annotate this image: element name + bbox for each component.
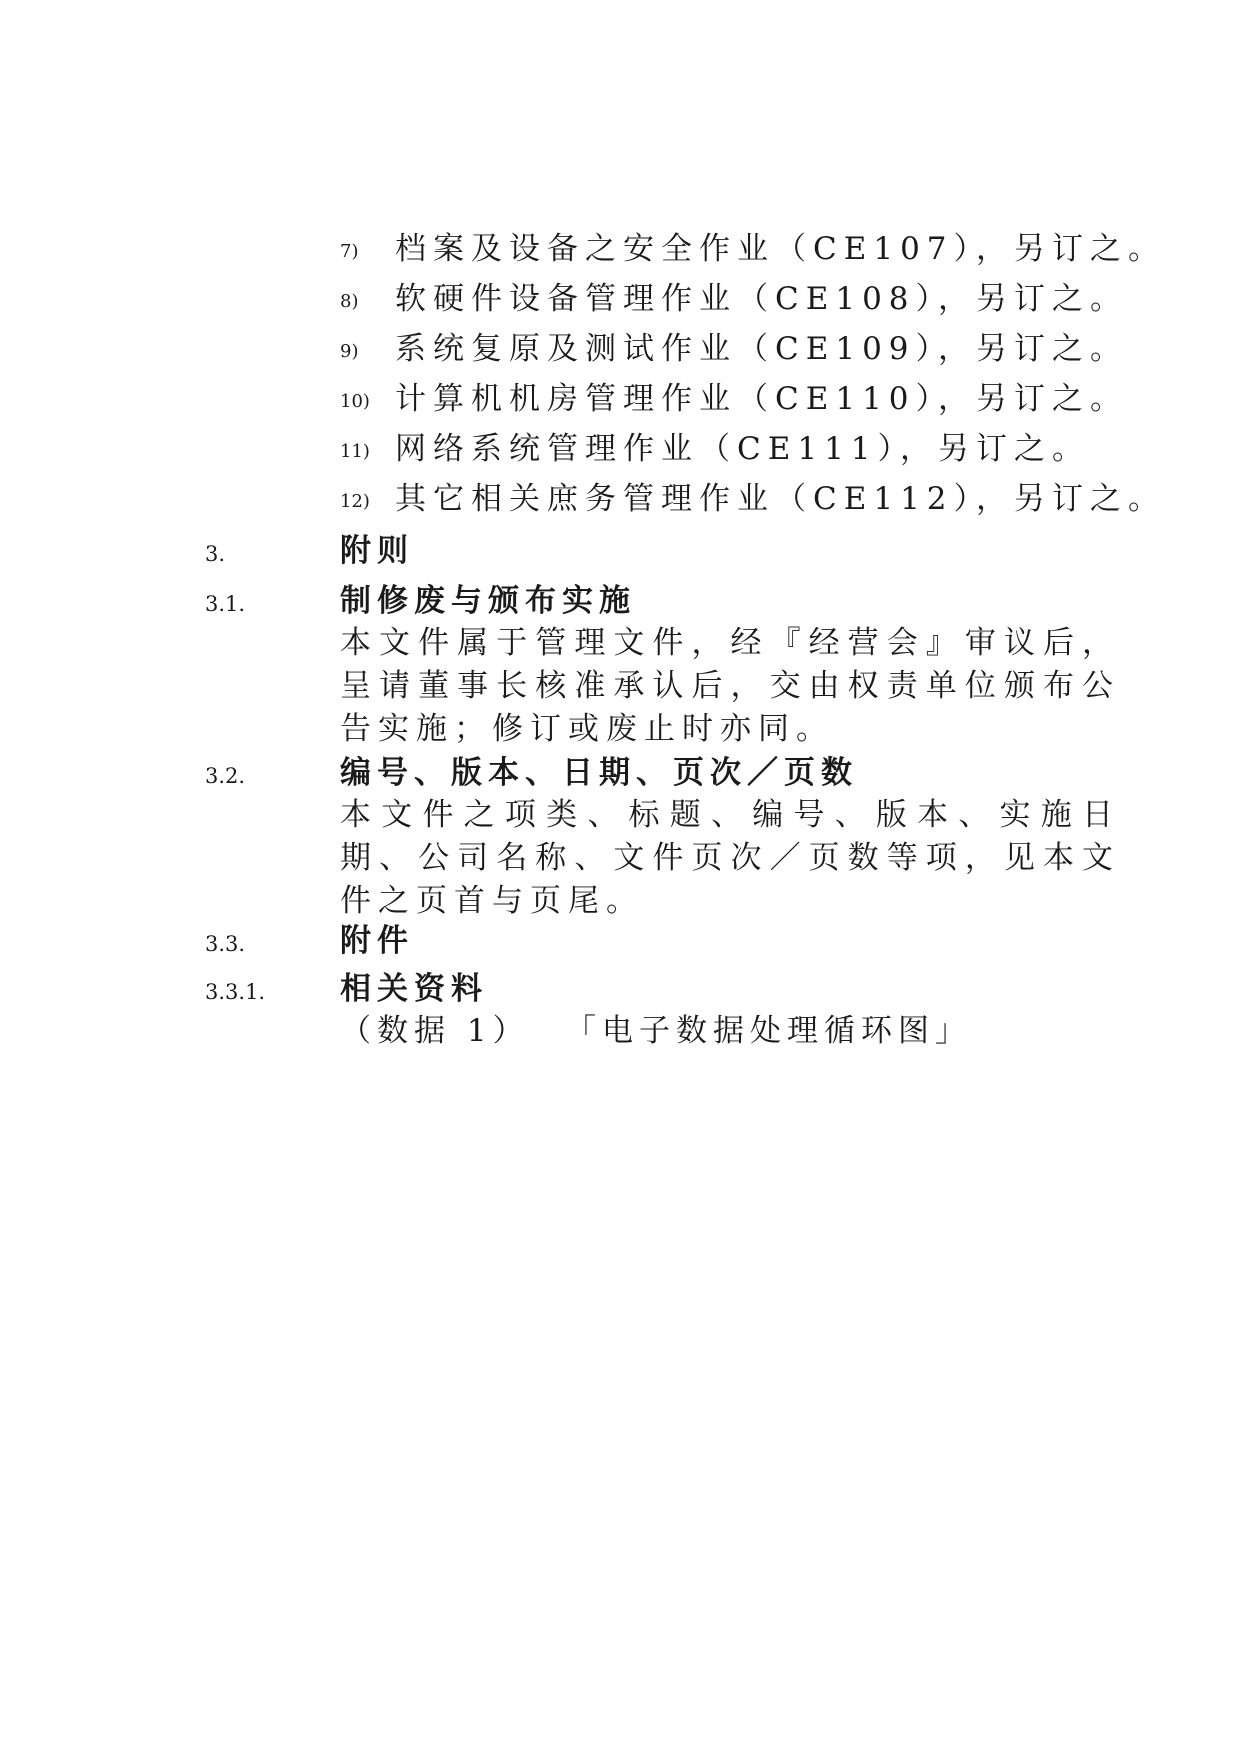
section-number: 3.3.1.: [205, 980, 266, 1004]
section-body-3-1: 本文件属于管理文件，经『经营会』审议后，呈请董事长核准承认后，交由权责单位颁布公告实施；修订或废止时亦同。: [340, 625, 1120, 747]
list-item-number: 7): [340, 241, 359, 262]
section-title: 编号、版本、日期、页次／页数: [340, 755, 858, 791]
list-item-text: 档案及设备之安全作业（CE107），另订之。: [395, 231, 1167, 267]
list-item-text: 计算机机房管理作业（CE110），另订之。: [395, 381, 1129, 417]
section-body-3-2: 本文件之项类、标题、编号、版本、实施日期、公司名称、文件页次／页数等项，见本文件之页首与页尾。: [340, 797, 1120, 919]
list-item-number: 12): [340, 491, 370, 512]
section-title: 制修废与颁布实施: [340, 583, 636, 619]
attachment-reference: （数据 1）: [340, 1013, 530, 1049]
list-item: [340, 228, 1167, 268]
section-heading-3-1: [205, 580, 1105, 620]
list-item-number: 8): [340, 291, 359, 312]
section-heading-3: [205, 530, 1105, 570]
list-item-text: 其它相关庶务管理作业（CE112），另订之。: [395, 481, 1167, 517]
list-item-number: 11): [340, 441, 370, 462]
section-number: 3.2.: [205, 764, 246, 788]
attachment-line: [340, 1010, 1140, 1050]
section-title: 附则: [340, 533, 414, 569]
list-item-number: 9): [340, 341, 359, 362]
list-item-text: 软硬件设备管理作业（CE108），另订之。: [395, 281, 1129, 317]
list-item-text: 网络系统管理作业（CE111），另订之。: [395, 431, 1091, 467]
list-item: [340, 478, 1167, 518]
section-number: 3.: [205, 542, 226, 566]
list-item: [340, 328, 1140, 368]
section-title: 附件: [340, 923, 414, 959]
section-title: 相关资料: [340, 971, 488, 1007]
attachment-title: 「电子数据处理循环图」: [565, 1013, 972, 1049]
list-item: [340, 278, 1140, 318]
list-item: [340, 378, 1140, 418]
section-number: 3.3.: [205, 932, 246, 956]
section-heading-3-2: [205, 752, 1105, 792]
section-heading-3-3: [205, 920, 1105, 960]
section-number: 3.1.: [205, 592, 246, 616]
list-item-number: 10): [340, 391, 370, 412]
list-item: [340, 428, 1140, 468]
list-item-text: 系统复原及测试作业（CE109），另订之。: [395, 331, 1129, 367]
section-heading-3-3-1: [205, 968, 1105, 1008]
